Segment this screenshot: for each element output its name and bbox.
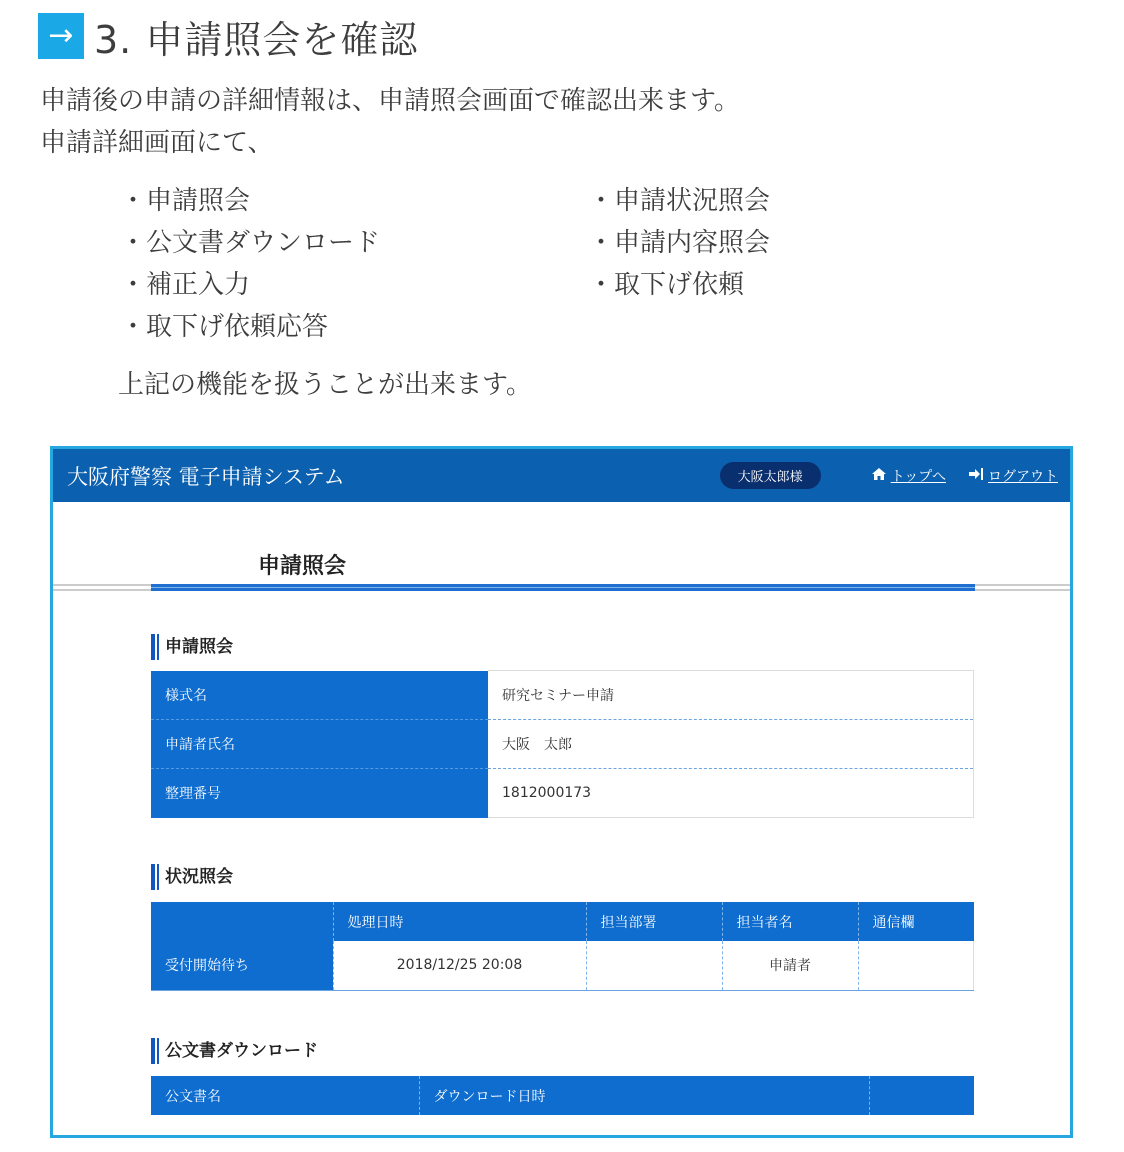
top-link[interactable] — [871, 466, 946, 486]
logout-link[interactable] — [968, 466, 1058, 486]
column-header: ダウンロード日時 — [419, 1076, 869, 1115]
column-header: 処理日時 — [333, 902, 586, 941]
title-underline — [53, 584, 1070, 592]
app-title: 大阪府警察 電子申請システム — [67, 464, 345, 489]
table-row — [151, 769, 974, 818]
table-row — [151, 720, 974, 769]
section-title-text: 3. 申請照会を確認 — [94, 17, 419, 62]
table-row — [151, 671, 974, 720]
outro-text: 上記の機能を扱うことが出来ます。 — [118, 370, 532, 400]
home-icon — [871, 467, 887, 485]
intro-line-2: 申請詳細画面にて、 — [40, 128, 274, 158]
feature-item: ・補正入力 — [120, 270, 251, 300]
status-section-title: 状況照会 — [151, 864, 233, 890]
column-header: 担当部署 — [586, 902, 722, 941]
feature-item: ・取下げ依頼応答 — [120, 312, 329, 342]
logout-link-label: ログアウト — [988, 468, 1058, 485]
app-screenshot — [50, 446, 1073, 1138]
feature-item: ・申請内容照会 — [588, 228, 771, 258]
section-heading — [38, 12, 418, 60]
feature-item: ・申請照会 — [120, 186, 251, 216]
docs-section-title: 公文書ダウンロード — [151, 1038, 318, 1064]
column-header — [869, 1076, 974, 1115]
row-value: 研究セミナー申請 — [488, 671, 974, 720]
row-value: 大阪 太郎 — [488, 720, 974, 769]
status-cell: 受付開始待ち — [151, 941, 333, 990]
docs-table — [151, 1076, 974, 1115]
feature-item: ・公文書ダウンロード — [120, 228, 381, 258]
feature-column-right — [588, 180, 770, 306]
column-header: 公文書名 — [151, 1076, 419, 1115]
top-link-label: トップへ — [890, 468, 946, 485]
column-header — [151, 902, 333, 941]
datetime-cell: 2018/12/25 20:08 — [333, 941, 586, 990]
table-row — [151, 941, 974, 990]
inquiry-section-title: 申請照会 — [151, 634, 233, 660]
message-cell — [858, 941, 974, 990]
sign-in-icon — [968, 467, 984, 485]
intro-line-1: 申請後の申請の詳細情報は、申請照会画面で確認出来ます。 — [40, 86, 740, 116]
app-header — [53, 449, 1070, 502]
feature-item: ・取下げ依頼 — [588, 270, 745, 300]
table-header-row — [151, 1076, 974, 1115]
page-title: 申請照会 — [258, 554, 347, 579]
intro-text — [40, 80, 740, 164]
row-label: 申請者氏名 — [151, 720, 488, 769]
feature-item: ・申請状況照会 — [588, 186, 771, 216]
row-label: 様式名 — [151, 671, 488, 720]
column-header: 担当者名 — [722, 902, 858, 941]
person-cell: 申請者 — [722, 941, 858, 990]
status-table — [151, 902, 974, 991]
row-value: 1812000173 — [488, 769, 974, 818]
department-cell — [586, 941, 722, 990]
feature-column-left — [120, 180, 380, 348]
inquiry-table — [151, 670, 974, 818]
arrow-right-icon: → — [38, 13, 84, 59]
table-header-row — [151, 902, 974, 941]
column-header: 通信欄 — [858, 902, 974, 941]
user-badge: 大阪太郎様 — [720, 462, 821, 489]
row-label: 整理番号 — [151, 769, 488, 818]
